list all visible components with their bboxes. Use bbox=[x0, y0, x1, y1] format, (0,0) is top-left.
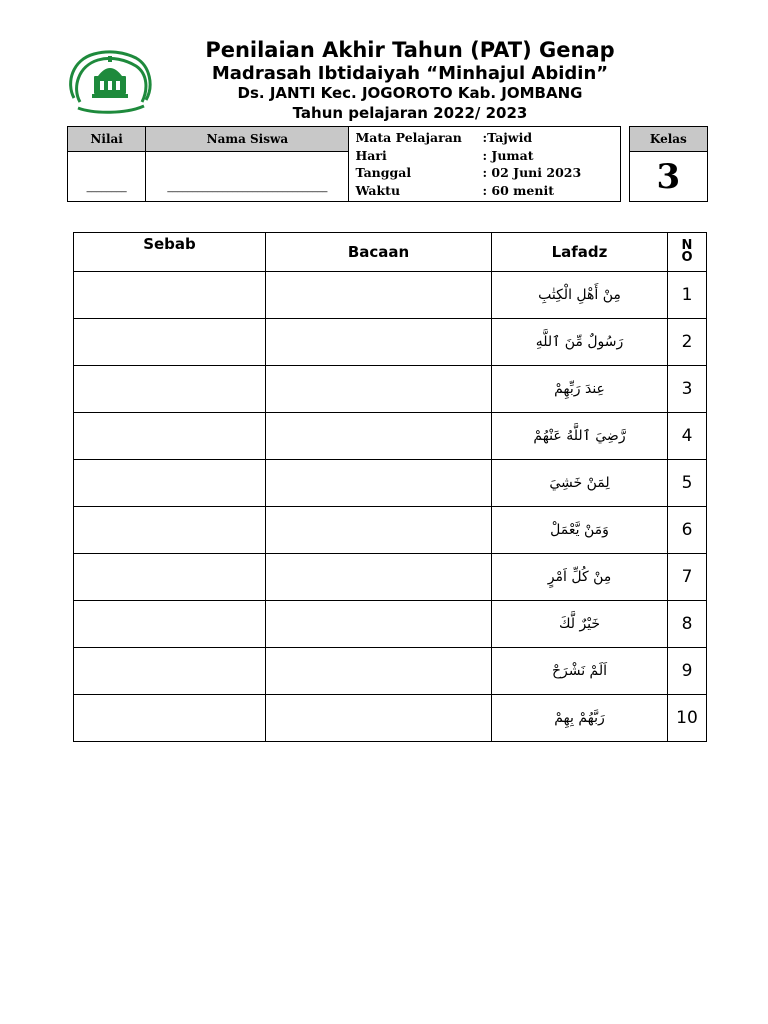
bacaan-cell[interactable] bbox=[266, 413, 492, 460]
hari-key: Hari bbox=[355, 147, 387, 163]
waktu-value: : 60 menit bbox=[482, 182, 554, 198]
row-number: 4 bbox=[668, 413, 707, 460]
table-row bbox=[74, 601, 707, 648]
nilai-field[interactable]: ________ bbox=[68, 152, 146, 202]
academic-year: Tahun pelajaran 2022/ 2023 bbox=[292, 104, 528, 122]
hari-value: : Jumat bbox=[482, 147, 534, 163]
row-number: 9 bbox=[668, 648, 707, 695]
lafadz-cell: مِنْ كُلِّ اَمْرٍ bbox=[492, 554, 668, 601]
mapel-key: Mata Pelajaran bbox=[355, 130, 462, 145]
table-row bbox=[74, 413, 707, 460]
col-no bbox=[668, 233, 707, 272]
sebab-cell[interactable] bbox=[74, 695, 266, 742]
row-number: 10 bbox=[668, 695, 707, 742]
row-number: 8 bbox=[668, 601, 707, 648]
tajwid-table bbox=[73, 232, 707, 742]
bacaan-cell[interactable] bbox=[266, 648, 492, 695]
lafadz-cell: لِمَنْ خَشِيَ bbox=[492, 460, 668, 507]
school-address: Ds. JANTI Kec. JOGOROTO Kab. JOMBANG bbox=[237, 84, 583, 102]
sebab-cell[interactable] bbox=[74, 319, 266, 366]
sebab-cell[interactable] bbox=[74, 366, 266, 413]
table-row bbox=[74, 366, 707, 413]
bacaan-cell[interactable] bbox=[266, 272, 492, 319]
col-lafadz: Lafadz bbox=[492, 233, 668, 272]
school-logo-icon bbox=[64, 48, 156, 116]
lafadz-cell: رَسُولٌ مِّنَ ٱللَّهِ bbox=[492, 319, 668, 366]
sebab-cell[interactable] bbox=[74, 507, 266, 554]
sebab-cell[interactable] bbox=[74, 460, 266, 507]
lafadz-cell: رَّضِيَ ٱللَّهُ عَنْهُمْ bbox=[492, 413, 668, 460]
row-number: 7 bbox=[668, 554, 707, 601]
table-row bbox=[74, 319, 707, 366]
row-number: 2 bbox=[668, 319, 707, 366]
table-row bbox=[74, 554, 707, 601]
kelas-value: 3 bbox=[629, 152, 707, 202]
page-title: Penilaian Akhir Tahun (PAT) Genap bbox=[205, 38, 615, 62]
bacaan-cell[interactable] bbox=[266, 554, 492, 601]
bacaan-cell[interactable] bbox=[266, 319, 492, 366]
row-number: 1 bbox=[668, 272, 707, 319]
bacaan-cell[interactable] bbox=[266, 507, 492, 554]
lafadz-cell: وَمَنْ يَّعْمَلْ bbox=[492, 507, 668, 554]
col-bacaan: Bacaan bbox=[266, 233, 492, 272]
kelas-label: Kelas bbox=[629, 127, 707, 152]
lafadz-cell: خَيْرٌ لَّكَ bbox=[492, 601, 668, 648]
lafadz-cell: مِنْ أَهْلِ الْكِتٰبِ bbox=[492, 272, 668, 319]
row-number: 6 bbox=[668, 507, 707, 554]
sebab-cell[interactable] bbox=[74, 648, 266, 695]
bacaan-cell[interactable] bbox=[266, 366, 492, 413]
row-number: 3 bbox=[668, 366, 707, 413]
col-sebab: Sebab bbox=[74, 233, 266, 272]
table-row bbox=[74, 695, 707, 742]
sebab-cell[interactable] bbox=[74, 601, 266, 648]
school-name: Madrasah Ibtidaiyah “Minhajul Abidin” bbox=[211, 63, 609, 84]
bacaan-cell[interactable] bbox=[266, 601, 492, 648]
nama-siswa-field[interactable]: ________________________________ bbox=[146, 152, 349, 202]
mapel-value: :Tajwid bbox=[482, 130, 533, 145]
table-row bbox=[74, 460, 707, 507]
lafadz-cell: عِندَ رَبِّهِمْ bbox=[492, 366, 668, 413]
sebab-cell[interactable] bbox=[74, 413, 266, 460]
lafadz-cell: اَلَمْ نَشْرَحْ bbox=[492, 648, 668, 695]
sebab-cell[interactable] bbox=[74, 554, 266, 601]
waktu-key: Waktu bbox=[355, 182, 401, 198]
lafadz-cell: رَبَّهُمْ بِهِمْ bbox=[492, 695, 668, 742]
table-row bbox=[74, 648, 707, 695]
row-number: 5 bbox=[668, 460, 707, 507]
exam-details bbox=[349, 127, 620, 202]
tanggal-value: : 02 Juni 2023 bbox=[482, 165, 582, 180]
nama-siswa-label: Nama Siswa bbox=[146, 127, 349, 152]
table-row bbox=[74, 507, 707, 554]
table-row bbox=[74, 272, 707, 319]
col-no-label: N O bbox=[681, 238, 693, 265]
nilai-label: Nilai bbox=[68, 127, 146, 152]
tanggal-key: Tanggal bbox=[355, 165, 412, 180]
bacaan-cell[interactable] bbox=[266, 695, 492, 742]
sebab-cell[interactable] bbox=[74, 272, 266, 319]
info-table bbox=[67, 126, 708, 202]
bacaan-cell[interactable] bbox=[266, 460, 492, 507]
